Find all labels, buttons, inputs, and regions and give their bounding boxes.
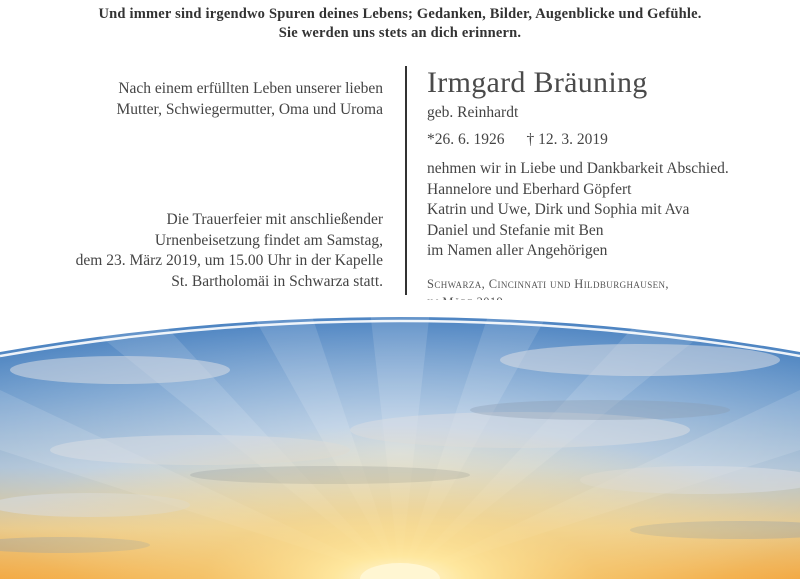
farewell-text: [427, 159, 729, 262]
motto-line-2: Sie werden uns stets an dich erinnern.: [278, 25, 522, 41]
vertical-divider: [405, 66, 407, 295]
intro-line-2: Mutter, Schwiegermutter, Oma und Uroma: [116, 100, 383, 118]
farewell-line-4: Daniel und Stefanie mit Ben: [427, 221, 604, 239]
motto-line-1: Und immer sind irgendwo Spuren deines Lebens; Gedanken, Bilder, Augenblicke und Gefühle.: [98, 6, 702, 22]
ceremony-line-1: Die Trauerfeier mit anschließender: [166, 211, 383, 228]
farewell-line-5: im Namen aller Angehörigen: [427, 242, 608, 260]
farewell-line-2: Hannelore und Eberhard Göpfert: [427, 180, 632, 198]
sunrise-sky-image: [0, 300, 800, 579]
ceremony-line-3: dem 23. März 2019, um 15.00 Uhr in der Kapelle: [75, 252, 383, 269]
birth-date: *26. 6. 1926: [427, 131, 505, 148]
motto: [0, 5, 800, 43]
ceremony-line-4: St. Bartholomäi in Schwarza statt.: [171, 272, 383, 290]
deceased-name: Irmgard Bräuning: [427, 66, 648, 99]
farewell-line-3: Katrin und Uwe, Dirk und Sophia mit Ava: [427, 201, 690, 219]
death-date: † 12. 3. 2019: [526, 131, 608, 148]
maiden-name: geb. Reinhardt: [427, 104, 519, 121]
place-line-1: Schwarza, Cincinnati und Hildburghausen,: [427, 276, 669, 291]
announcement-block: [427, 66, 729, 311]
intro-line-1: Nach einem erfüllten Leben unserer lieben: [118, 80, 383, 97]
ceremony-line-2: Urnenbeisetzung findet am Samstag,: [154, 231, 383, 249]
intro-text: [117, 79, 384, 120]
life-dates: [427, 130, 729, 150]
ceremony-text: [76, 210, 383, 292]
farewell-line-1: nehmen wir in Liebe und Dankbarkeit Abschied.: [427, 160, 729, 177]
